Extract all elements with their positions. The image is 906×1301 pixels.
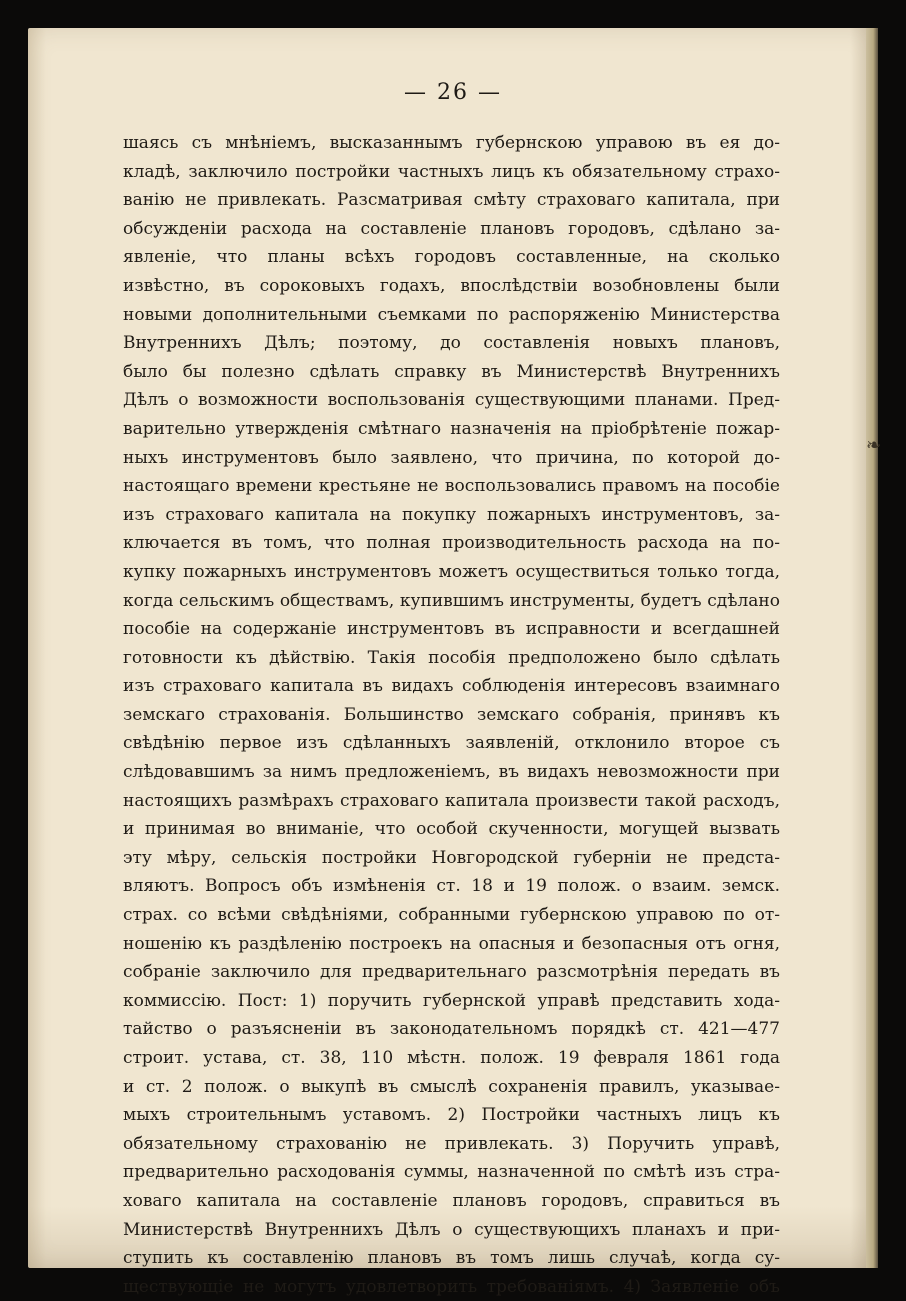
text-line: мыхъ строительнымъ уставомъ. 2) Постройки частныхъ лицъ къ [123,1105,780,1126]
text-line: извѣстно, въ сороковыхъ годахъ, впослѣдствіи возобновлены были [123,275,780,296]
text-line: Дѣлъ о возможности воспользованія существующими планами. Пред- [123,390,780,411]
text-line: изъ страховаго капитала въ видахъ соблюденія интересовъ взаимнаго [123,676,780,697]
text-line: настоящихъ размѣрахъ страховаго капитала произвести такой расходъ, [123,790,780,811]
text-line: обсужденіи расхода на составленіе плановъ городовъ, сдѣлано за- [123,218,780,239]
text-line: изъ страховаго капитала на покупку пожарныхъ инструментовъ, за- [123,504,780,525]
text-line: настоящаго времени крестьяне не воспользовались правомъ на пособіе [123,476,780,497]
text-line: Министерствѣ Внутреннихъ Дѣлъ о существующихъ планахъ и при- [123,1219,780,1240]
text-line: кладѣ, заключило постройки частныхъ лицъ къ обязательному страхо- [123,161,780,182]
text-line: новыми дополнительными съемками по распоряженію Министерства [123,304,780,325]
text-line: когда сельскимъ обществамъ, купившимъ инструменты, будетъ сдѣлано [123,590,780,611]
text-line: слѣдовавшимъ за нимъ предложеніемъ, въ видахъ невозможности при [123,762,780,783]
page-number: — 26 — [404,80,502,105]
text-line: свѣдѣнію первое изъ сдѣланныхъ заявленій, отклонило второе съ [123,733,780,754]
text-line: собраніе заключило для предварительнаго разсмотрѣнія передать въ [123,962,780,983]
text-line: было бы полезно сдѣлать справку въ Министерствѣ Внутреннихъ [123,361,780,382]
text-line: страх. со всѣми свѣдѣніями, собранными губернскою управою по от- [123,905,780,926]
text-line: земскаго страхованія. Большинство земскаго собранія, принявъ къ [123,704,780,725]
text-line: вляютъ. Вопросъ объ измѣненія ст. 18 и 19 полож. о взаим. земск. [123,876,780,897]
body-text [123,129,780,1301]
text-line: купку пожарныхъ инструментовъ можетъ осуществиться только тогда, [123,561,780,582]
text-line: пособіе на содержаніе инструментовъ въ исправности и всегдашней [123,619,780,640]
text-line: тайство о разъясненіи въ законодательномъ порядкѣ ст. 421—477 [123,1019,780,1040]
text-line: ключается въ томъ, что полная производительность расхода на по- [123,533,780,554]
text-line: ношенію къ раздѣленію построекъ на опасныя и безопасныя отъ огня, [123,933,780,954]
text-line: строит. устава, ст. 38, 110 мѣстн. полож. 19 февраля 1861 года [123,1048,780,1068]
text-line: ховаго капитала на составленіе плановъ городовъ, справиться въ [123,1190,780,1211]
text-line: и ст. 2 полож. о выкупѣ въ смыслѣ сохраненія правилъ, указывае- [123,1076,780,1097]
text-line: ванію не привлекать. Разсматривая смѣту страховаго капитала, при [123,190,780,211]
text-line: ступить къ составленію плановъ въ томъ лишь случаѣ, когда су- [123,1248,780,1269]
text-line: варительно утвержденія смѣтнаго назначенія на пріобрѣтеніе пожар- [123,418,780,439]
text-line: готовности къ дѣйствію. Такія пособія предположено было сдѣлать [123,647,780,668]
text-line: явленіе, что планы всѣхъ городовъ составленные, на сколько [123,247,780,268]
text-line: эту мѣру, сельскія постройки Новгородской губерніи не предста- [123,847,780,868]
text-line: ныхъ инструментовъ было заявлено, что причина, по которой до- [123,447,780,468]
text-line: предварительно расходованія суммы, назначенной по смѣтѣ изъ стра- [123,1162,780,1183]
text-line: коммиссію. Пост: 1) поручить губернской управѣ представить хода- [123,990,780,1011]
margin-mark-icon: ❧ [866,435,882,456]
text-line: и принимая во вниманіе, что особой скученности, могущей вызвать [123,819,780,840]
text-line: шаясь съ мнѣніемъ, высказаннымъ губернскою управою въ ея до- [123,133,780,153]
text-line: обязательному страхованію не привлекать. 3) Поручить управѣ, [123,1133,780,1154]
text-line: Внутреннихъ Дѣлъ; поэтому, до составленія новыхъ плановъ, [123,333,780,354]
text-line: ществующіе не могутъ удовлетворить требованіямъ. 4) Заявленіе объ [123,1276,780,1297]
page-edge-shadow [866,28,882,1268]
